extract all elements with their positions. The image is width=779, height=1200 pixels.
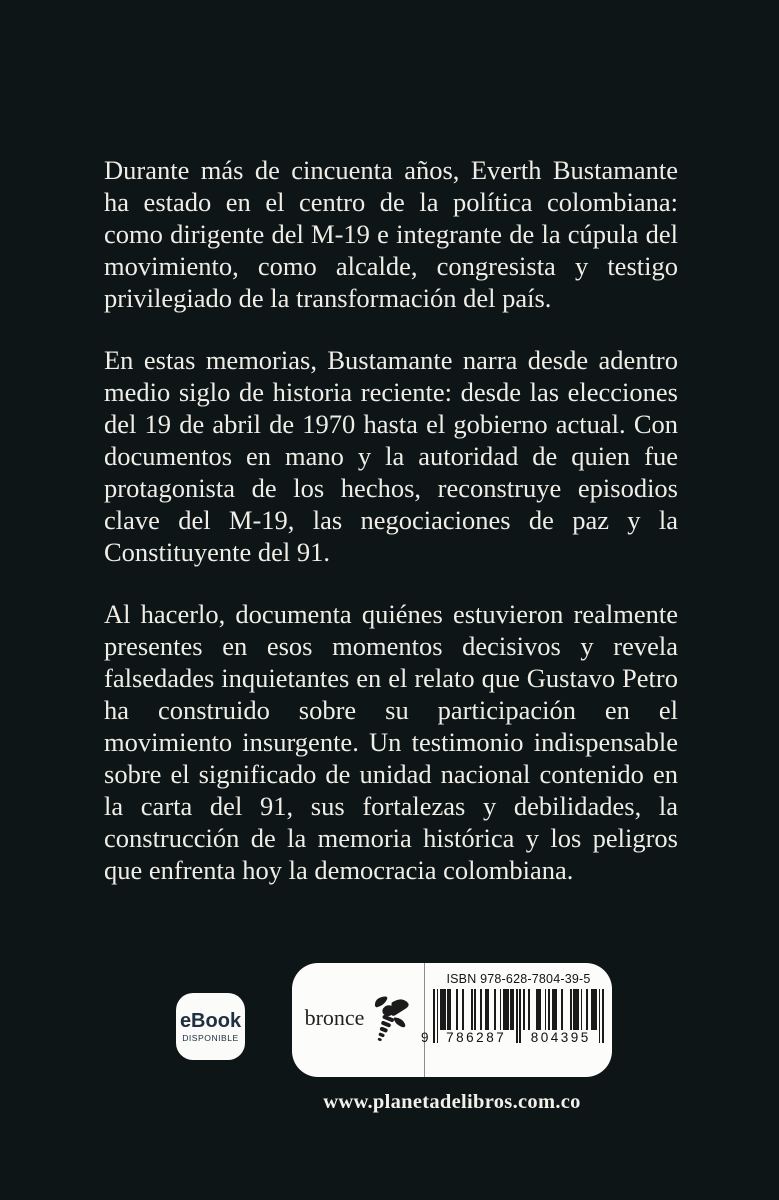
publisher-name: bronce bbox=[304, 1005, 365, 1030]
ebook-badge-title: eBook bbox=[179, 1009, 242, 1032]
ebook-badge-subtitle: DISPONIBLE bbox=[182, 1032, 239, 1043]
publisher-logo-section bbox=[292, 963, 425, 1077]
paragraph-2: En estas memorias, Bustamante narra desde adentro medio siglo de historia reciente: desde las elecciones del 19 de abril de 1970 hasta el gobierno actual. Con documentos en mano y la autoridad de quien fue protagonista de los hechos, reconstruye episodios clave del M-19, las negociaciones de paz y la Constituyente del 91. bbox=[104, 345, 678, 567]
publisher-website: www.planetadelibros.com.co bbox=[323, 1091, 581, 1113]
barcode-bars bbox=[421, 989, 604, 1047]
paragraph-1: Durante más de cincuenta años, Everth Bustamante ha estado en el centro de la política colombiana: como dirigente del M-19 e integrante de la cúpula del movimiento, como alcalde, congresista y testigo privilegiado de la transformación del país. bbox=[104, 155, 678, 313]
barcode-digit-group: 9 bbox=[421, 1030, 432, 1045]
barcode-section bbox=[421, 963, 612, 1077]
back-cover-text bbox=[104, 154, 678, 916]
barcode-digit-group: 786287 bbox=[446, 1030, 507, 1045]
publisher-barcode-panel bbox=[292, 963, 612, 1077]
paragraph-3: Al hacerlo, documenta quiénes estuvieron realmente presentes en esos momentos decisivos y revela falsedades inquietantes en el relato que Gustavo Petro ha construido sobre su participación en el movimiento insurgente. Un testimonio indispensable sobre el significado de unidad nacional contenido en la carta del 91, sus fortalezas y debilidades, la construcción de la memoria histórica y los peligros que enfrenta hoy la democracia colombiana. bbox=[104, 599, 678, 885]
bee-icon bbox=[371, 993, 411, 1047]
ebook-badge bbox=[176, 993, 245, 1060]
barcode-digit-group: 804395 bbox=[530, 1030, 591, 1045]
isbn-label: ISBN 978-628-7804-39-5 bbox=[446, 972, 591, 986]
